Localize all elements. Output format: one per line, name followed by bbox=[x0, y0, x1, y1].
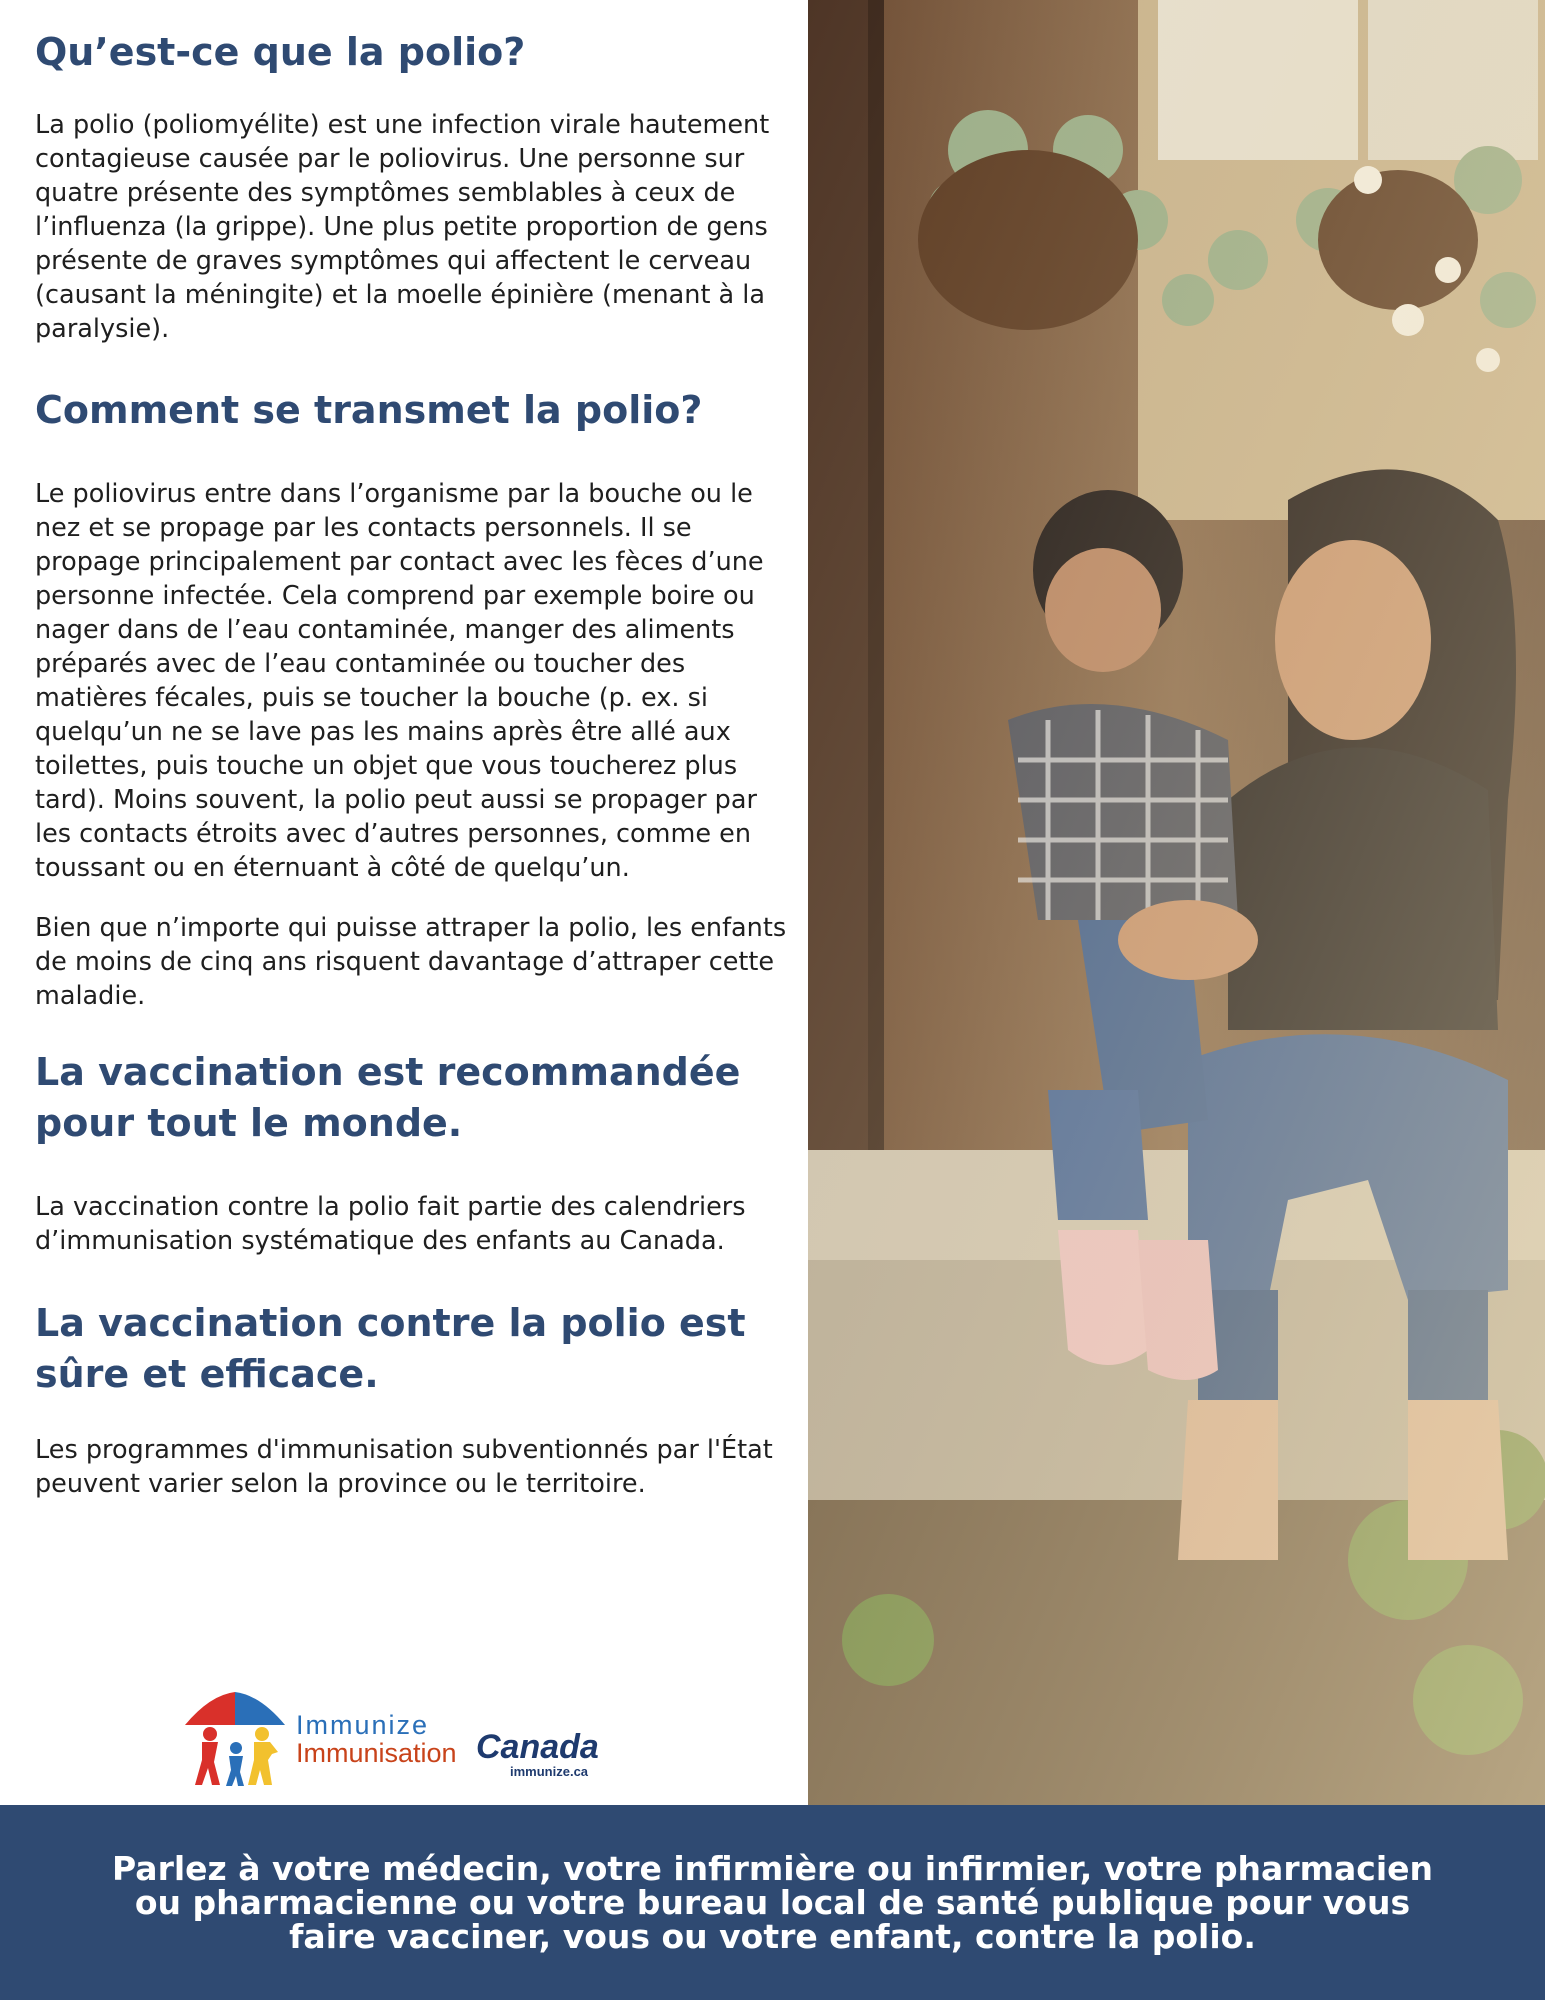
logo-url: immunize.ca bbox=[510, 1764, 589, 1779]
photo-illustration bbox=[808, 0, 1545, 1805]
section-heading-vaccination-recommended: La vaccination est recommandée pour tout le monde. bbox=[35, 1050, 741, 1145]
section-paragraph: La polio (poliomyélite) est une infection virale hautement contagieuse causée par le poliovirus. Une personne sur quatre présente des symptômes semblables à ceux de l’influenza (la grippe). Une plus petite proportion de gens présente de graves symptômes qui affectent le cerveau (causant la méningite) et la moelle épinière (menant à la paralysie). bbox=[35, 109, 770, 344]
logo-line-immunize: Immunize bbox=[296, 1710, 430, 1740]
content-column bbox=[35, 30, 795, 1501]
umbrella-family-icon bbox=[180, 1690, 290, 1790]
section-paragraph: La vaccination contre la polio fait partie des calendriers d’immunisation systématique des enfants au Canada. bbox=[35, 1192, 746, 1257]
logo-line-immunisation: Immunisation bbox=[296, 1738, 457, 1768]
call-to-action-text: Parlez à votre médecin, votre infirmière ou infirmier, votre pharmacien ou pharmacienne ou votre bureau local de santé publique pour vous faire vacciner, vous ou votre enfant, contre la polio. bbox=[112, 1848, 1433, 1956]
logo-brand-canada: Canada bbox=[476, 1728, 599, 1766]
immunize-canada-logo bbox=[180, 1690, 610, 1780]
section-heading-transmission: Comment se transmet la polio? bbox=[35, 387, 703, 432]
section-paragraph: Bien que n’importe qui puisse attraper la polio, les enfants de moins de cinq ans risquent davantage d’attraper cette maladie. bbox=[35, 913, 787, 1012]
call-to-action-banner bbox=[0, 1805, 1545, 2000]
section-heading-what-is-polio: Qu’est-ce que la polio? bbox=[35, 30, 526, 74]
section-paragraph: Les programmes d'immunisation subventionnés par l'État peuvent varier selon la province ou le territoire. bbox=[35, 1435, 773, 1500]
section-paragraph: Le poliovirus entre dans l’organisme par la bouche ou le nez et se propage par les contacts personnels. Il se propage principalement par contact avec les fèces d’une personne infectée. Cela comprend par exemple boire ou nager dans de l’eau contaminée, manger des aliments préparés avec de l’eau contaminée ou toucher des matières fécales, puis se toucher la bouche (p. ex. si quelqu’un ne se lave pas les mains après être allé aux toilettes, puis touche un objet que vous toucherez plus tard). Moins souvent, la polio peut aussi se propager par les contacts étroits avec d’autres personnes, comme en toussant ou en éternuant à côté de quelqu’un. bbox=[35, 479, 764, 884]
section-heading-vaccination-safe: La vaccination contre la polio est sûre et efficace. bbox=[35, 1301, 746, 1396]
mother-and-child-photo bbox=[808, 0, 1545, 1805]
